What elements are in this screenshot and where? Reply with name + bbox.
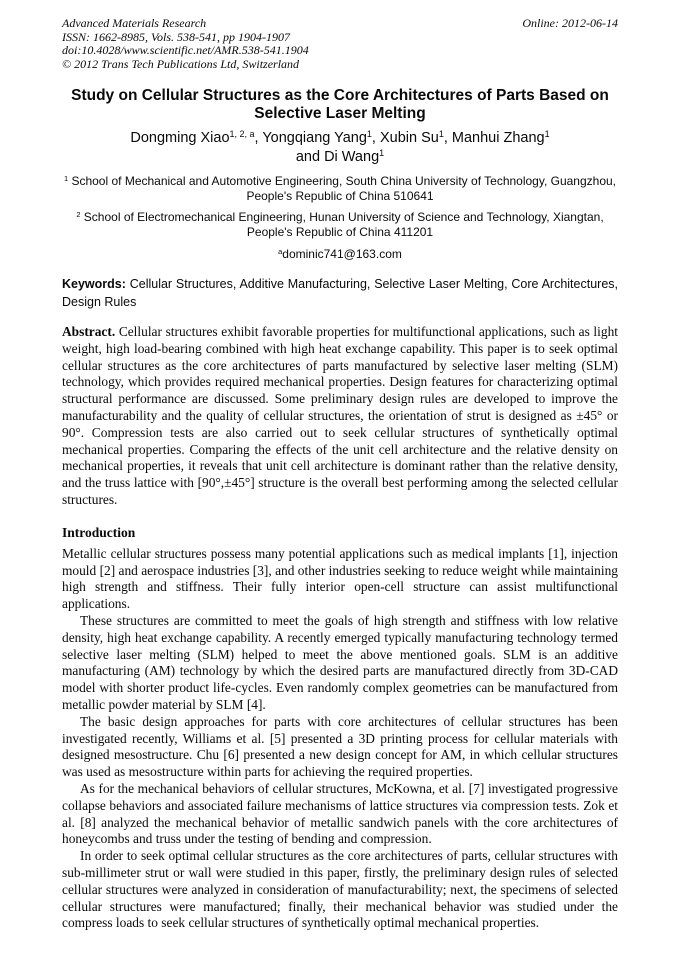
copyright-line: © 2012 Trans Tech Publications Ltd, Switzerland [62,56,300,71]
author-name: Dongming Xiao [130,130,230,146]
journal-name: Advanced Materials Research [62,16,207,30]
paper-title-line1: Study on Cellular Structures as the Core Architectures of Parts Based on [71,87,609,104]
author-affiliation-marker: 1 [438,129,444,140]
introduction-heading: Introduction [62,524,136,540]
affiliation-text: School of Mechanical and Automotive Engineering, South China University of Technology, Guangzhou, People's Republic of China 510641 [71,174,617,203]
keywords-text: Cellular Structures, Additive Manufacturing, Selective Laser Melting, Core Architectures, Design Rules [62,277,618,309]
abstract-text: Cellular structures exhibit favorable properties for multifunctional applications, such as light weight, high load-bearing combined with high heat exchange capability. This paper is to seek optimal cellular structures as the core architectures of parts manufactured by selective laser melting (SLM) technology, which provides required mechanical properties. Design features for characterizing optimal structural performance are discussed. Some preliminary design rules are developed to improve the manufacturability and the quality of cellular structures, the orientation of strut is designed as ±45° or 90°. Compression tests are also carried out to seek cellular structures of synthetically optimal mechanical properties. Comparing the effects of the unit cell architecture and the relative density on mechanical properties, it reveals that unit cell architecture is dominant rather than the relative density, and the truss lattice with [90°,±45°] structure is the overall best performing among the selected cellular structures. [62,324,618,507]
paper-title-line2: Selective Laser Melting [254,104,426,122]
doi-line: doi:10.4028/www.scientific.net/AMR.538-541.1904 [62,43,309,57]
paper-title [62,87,618,122]
affiliation-text: School of Electromechanical Engineering, Hunan University of Science and Technology, Xiangtan, People's Republic of China 411201 [83,210,604,239]
intro-paragraph-3: The basic design approaches for parts with core architectures of cellular structures has been investigated recently, Williams et al. [5] presented a 3D printing process for cellular materials with designed mesostructure. Chu [6] presented a new design concept for AM, in which cellular structures was used as mesostructure within parts for achieving the required properties. [62,713,618,780]
abstract-block [62,324,618,509]
affiliation-2 [62,210,618,239]
author-name: and Di Wang [295,149,380,165]
intro-paragraph-2: These structures are committed to meet the goals of high strength and stiffness with low relative density, high heat exchange capability. A recently emerged typically manufacturing technology termed selective laser melting (SLM) helped to meet the above mentioned goals. SLM is an additive manufacturing (AM) technology by which the desired parts are manufactured directly from 3D-CAD model with shorter product life-cycles. Even randomly complex geometries can be manufactured from metallic powder material by SLM [4]. [62,612,618,712]
page-header [62,17,618,71]
author-affiliation-marker: 1 [544,129,550,140]
online-date: Online: 2012-06-14 [522,16,618,30]
author-email [62,247,618,261]
journal-info [62,17,309,71]
email-marker: a [278,246,283,256]
affiliation-marker: 1 [63,173,69,183]
intro-paragraph-4: As for the mechanical behaviors of cellular structures, McKowna, et al. [7] investigated progressive collapse behaviors and associated failure mechanisms of lattice structures via compression tests. Zok et al. [8] analyzed the mechanical behavior of metallic sandwich panels with the core architectures of honeycombs and truss under the testing of bending and compression. [62,780,618,847]
affiliation-marker: 2 [76,209,81,219]
keywords-block [62,275,618,311]
author-affiliation-marker: 1, 2, a [229,129,255,140]
affiliation-1 [62,174,618,203]
author-affiliation-marker: 1 [379,148,385,159]
author-name: , Yongqiang Yang [254,130,367,146]
intro-paragraph-5: In order to seek optimal cellular structures as the core architectures of parts, cellular structures with sub-millimeter strut or wall were studied in this paper, firstly, the preliminary design rules of selected cellular structures were analyzed in consideration of manufacturability; next, the specimens of selected cellular structures were manufactured; finally, their mechanical behavior was studied under the compress loads to seek cellular structures of synthetically optimal mechanical properties. [62,848,618,931]
author-affiliation-marker: 1 [366,129,372,140]
author-name: , Manhui Zhang [443,130,545,146]
author-name: , Xubin Su [371,130,439,146]
authors-line [62,129,618,167]
abstract-label: Abstract. [62,324,116,339]
email-text: dominic741@163.com [282,247,402,261]
keywords-label: Keywords: [62,277,126,291]
issn-line: ISSN: 1662-8985, Vols. 538-541, pp 1904-1907 [62,29,290,44]
intro-paragraph-1: Metallic cellular structures possess many potential applications such as medical implants [1], injection mould [2] and aerospace industries [3], and other industries seeking to reduce weight while maintaining high strength and stiffness. Their fully interior open-cell structure can assist multifunctional applications. [62,545,618,612]
